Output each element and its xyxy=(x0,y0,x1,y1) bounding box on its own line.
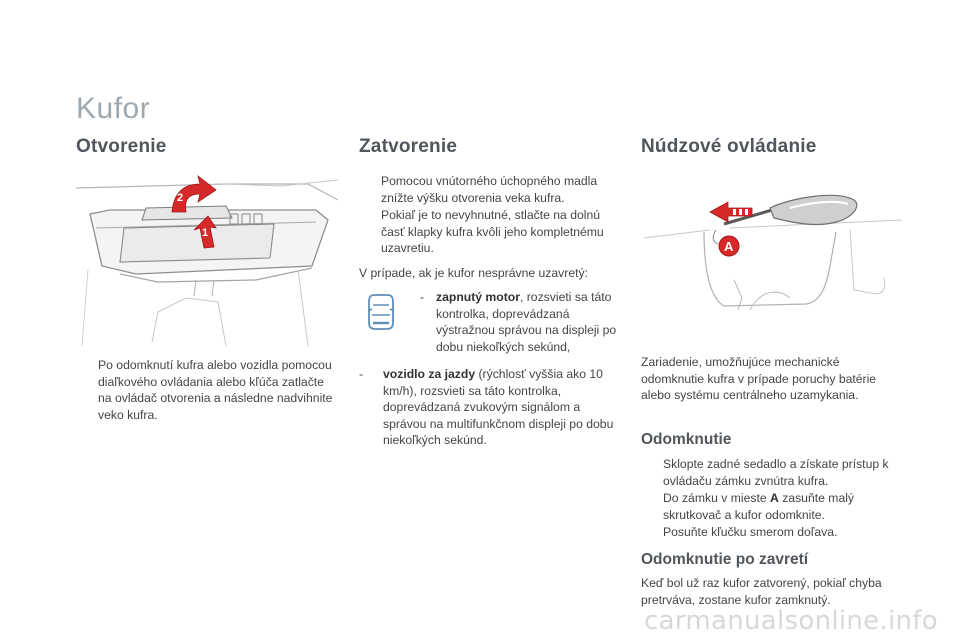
section-title-zatvorenie: Zatvorenie xyxy=(359,136,458,157)
col2-item-engine xyxy=(420,289,620,355)
col2-intro: V prípade, ak je kufor nesprávne uzavretý: xyxy=(359,266,588,280)
col2-instructions xyxy=(359,173,617,258)
section-title-nudzove: Núdzové ovládanie xyxy=(641,136,817,157)
list-item: Sklopte zadné sedadlo a získate prístup k ovládaču zámku zvnútra kufra. xyxy=(663,457,889,488)
col3-instructions xyxy=(641,456,903,542)
subsection-title-po-zavreti: Odomknutie po zavretí xyxy=(641,551,809,568)
col1-instructions xyxy=(76,357,340,424)
figure-label-a: A xyxy=(724,239,734,254)
subsection-title-odomknutie: Odomknutie xyxy=(641,431,732,448)
emergency-release-illustration xyxy=(640,170,906,320)
list-item: Pomocou vnútorného úchopného madla znížte výšku otvorenia veka kufra. xyxy=(381,174,598,205)
list-item: Pokiaľ je to nevyhnutné, stlačte na dolnú časť klapky kufra kvôli jeho kompletnému uzavretiu. xyxy=(381,208,604,255)
list-item: Po odomknutí kufra alebo vozidla pomocou diaľkového ovládania alebo kľúča zatlačte na ovládač otvorenia a následne nadvihnite veko kufra. xyxy=(98,358,333,422)
list-item: Do zámku v mieste A zasuňte malý skrutkovač a kufor odomknite. xyxy=(663,491,855,522)
list-item: - zapnutý motor, rozsvieti sa táto kontrolka, doprevádzaná výstražnou správou na displeji po dobu niekoľkých sekúnd, xyxy=(420,290,617,354)
col2-item-driving xyxy=(359,366,621,449)
col3-intro: Zariadenie, umožňujúce mechanické odomknutie kufra v prípade poruchy batérie alebo systému centrálneho uzamykania. xyxy=(641,355,877,402)
col3-closing-text: Keď bol už raz kufor zatvorený, pokiaľ chyba pretrváva, zostane kufor zamknutý. xyxy=(641,576,882,607)
figure-label-1: 1 xyxy=(202,227,209,239)
figure-label-2: 2 xyxy=(177,192,184,204)
section-title-otvorenie: Otvorenie xyxy=(76,136,167,157)
trunk-open-warning-icon xyxy=(366,293,396,331)
list-item: Posuňte kľučku smerom doľava. xyxy=(663,525,838,539)
list-item: - vozidlo za jazdy (rýchlosť vyššia ako 10 km/h), rozsvieti sa táto kontrolka, doprevádzaná zvukovým signálom a správou na multifunkčnom displeji po dobu niekoľkých sekúnd. xyxy=(359,367,614,447)
watermark: carmanualsonline.info xyxy=(643,606,938,636)
trunk-opening-illustration xyxy=(76,170,338,350)
page-title: Kufor xyxy=(76,92,151,125)
